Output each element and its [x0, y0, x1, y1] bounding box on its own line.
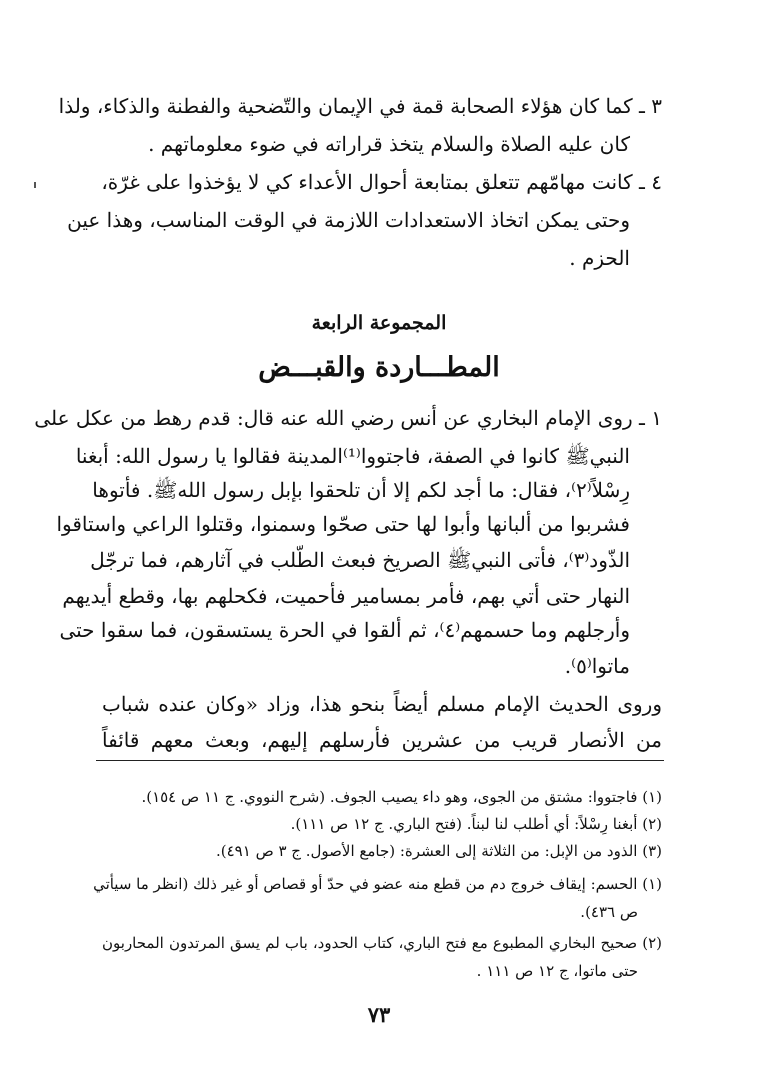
- section-title: المطـــاردة والقبـــض: [258, 352, 500, 383]
- footnote-3: (٣) الذود من الإبل: من الثلاثة إلى العشرة: (جامع الأصول. ج ٣ ص ٤٩١).: [216, 842, 662, 860]
- paragraph2-line-2: من الأنصار قريب من عشرين فأرسلهم إليهم، وبعث معهم قائفاً: [102, 728, 662, 752]
- body-line-2: النبيﷺ كانوا في الصفة، فاجتووا⁽¹⁾المدينة فقالوا يا رسول الله: أبغنا: [75, 444, 630, 468]
- body-line-5: الذّود⁽٣⁾، فأتى النبيﷺ الصريخ فبعث الطّلب في آثارهم، فما ترجّل: [90, 548, 630, 572]
- footnote-1: (١) فاجتووا: مشتق من الجوى، وهو داء يصيب الجوف. (شرح النووي. ج ١١ ص ١٥٤).: [141, 788, 662, 806]
- body-line-7: وأرجلهم وما حسمهم⁽٤⁾، ثم ألقوا في الحرة يستسقون، فما سقوا حتى: [59, 618, 630, 642]
- item-3-line-2: كان عليه الصلاة والسلام يتخذ قراراته في ضوء معلوماتهم .: [148, 132, 630, 156]
- footnote-5-line-2: حتى ماتوا، ج ١٢ ص ١١١ .: [476, 962, 638, 980]
- body-line-4: فشربوا من ألبانها وأبوا لها حتى صحّوا وسمنوا، وقتلوا الراعي واستاقوا: [56, 512, 630, 536]
- body-line-8: ماتوا⁽٥⁾.: [564, 654, 630, 678]
- item-4-line-1: ٤ ـ كانت مهامّهم تتعلق بمتابعة أحوال الأعداء كي لا يؤخذوا على غرّة،: [101, 170, 662, 194]
- item-3-line-1: ٣ ـ كما كان هؤلاء الصحابة قمة في الإيمان والتّضحية والفطنة والذكاء، ولذا: [58, 94, 662, 118]
- footnote-4-line-1: (١) الحسم: إيقاف خروج دم من قطع منه عضو في حدّ أو قصاص أو غير ذلك (انظر ما سيأتي: [93, 875, 662, 893]
- paragraph2-line-1: وروى الحديث الإمام مسلم أيضاً بنحو هذا، وزاد «وكان عنده شباب: [102, 692, 662, 716]
- body-line-1: ١ ـ روى الإمام البخاري عن أنس رضي الله عنه قال: قدم رهط من عكل على: [34, 406, 662, 430]
- footnote-4-line-2: ص ٤٣٦).: [580, 903, 638, 921]
- margin-mark: [34, 182, 36, 188]
- group-title: المجموعة الرابعة: [311, 312, 447, 334]
- footnote-2: (٢) أبغنا رِسْلاً: أي أطلب لنا لبناً. (فتح الباري. ج ١٢ ص ١١١).: [290, 815, 662, 833]
- item-4-line-3: الحزم .: [569, 246, 630, 270]
- footnote-separator: [96, 760, 664, 761]
- page-number: ٧٣: [367, 1002, 391, 1027]
- footnote-5-line-1: (٢) صحيح البخاري المطبوع مع فتح الباري، كتاب الحدود، باب لم يسق المرتدون المحاربون: [102, 934, 662, 952]
- body-line-3: رِسْلاً⁽٢⁾، فقال: ما أجد لكم إلا أن تلحقوا بإبل رسول اللهﷺ. فأتوها: [92, 478, 630, 502]
- item-4-line-2: وحتى يمكن اتخاذ الاستعدادات اللازمة في الوقت المناسب، وهذا عين: [67, 208, 630, 232]
- body-line-6: النهار حتى أتي بهم، فأمر بمسامير فأحميت، فكحلهم بها، وقطع أيديهم: [62, 584, 630, 608]
